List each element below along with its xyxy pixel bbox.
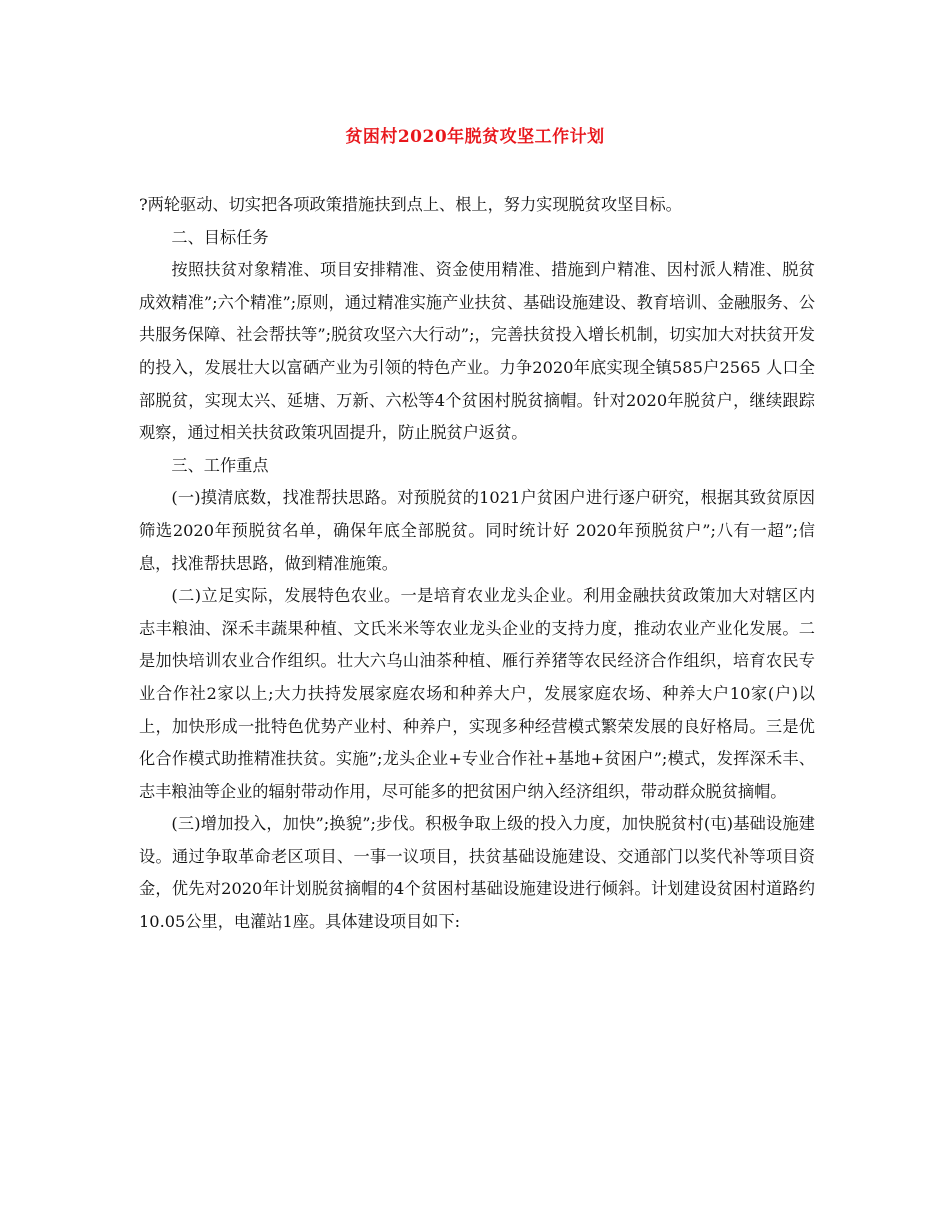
heading-goals: 二、目标任务 xyxy=(171,227,269,247)
paragraph-focus-2: (二)立足实际，发展特色农业。一是培育农业龙头企业。利用金融扶贫政策加大对辖区内志丰粮油、深禾丰蔬果种植、文氏米米等农业龙头企业的支持力度，推动农业产业化发展。二是加快培训农业合作组织。壮大六乌山油茶种植、雁行养猪等农民经济合作组织，培育农民专业合作社2家以上;大力扶持发展家庭农场和种养大户，发展家庭农场、种养大户10家(户)以上，加快形成一批特色优势产业村、种养户，实现多种经营模式繁荣发展的良好格局。三是优化合作模式助推精准扶贫。实施”;龙头企业+专业合作社+基地+贫困户”;模式，发挥深禾丰、志丰粮油等企业的辐射带动作用，尽可能多的把贫困户纳入经济组织，带动群众脱贫摘帽。 xyxy=(139,586,815,801)
heading-focus: 三、工作重点 xyxy=(171,455,269,475)
paragraph-intro: ?两轮驱动、切实把各项政策措施扶到点上、根上，努力实现脱贫攻坚目标。 xyxy=(139,195,682,214)
document-title: 贫困村2020年脱贫攻坚工作计划 xyxy=(345,127,605,147)
paragraph-focus-1: (一)摸清底数，找准帮扶思路。对预脱贫的1021户贫困户进行逐户研究，根据其致贫原因筛选2020年预脱贫名单，确保年底全部脱贫。同时统计好 2020年预脱贫户”;八有一超”;信息，找准帮扶思路，做到精准施策。 xyxy=(139,488,815,573)
paragraph-goals: 按照扶贫对象精准、项目安排精准、资金使用精准、措施到户精准、因村派人精准、脱贫成效精准”;六个精准”;原则，通过精准实施产业扶贫、基础设施建设、教育培训、金融服务、公共服务保障、社会帮扶等”;脱贫攻坚六大行动”;，完善扶贫投入增长机制，切实加大对扶贫开发的投入，发展壮大以富硒产业为引领的特色产业。力争2020年底实现全镇585户2565 人口全部脱贫，实现太兴、延塘、万新、六松等4个贫困村脱贫摘帽。针对2020年脱贫户，继续跟踪观察，通过相关扶贫政策巩固提升，防止脱贫户返贫。 xyxy=(139,260,815,443)
document-body xyxy=(139,189,815,939)
paragraph-focus-3: (三)增加投入，加快”;换貌”;步伐。积极争取上级的投入力度，加快脱贫村(屯)基础设施建设。通过争取革命老区项目、一事一议项目，扶贫基础设施建设、交通部门以奖代补等项目资金，优先对2020年计划脱贫摘帽的4个贫困村基础设施建设进行倾斜。计划建设贫困村道路约10.05公里，电灌站1座。具体建设项目如下: xyxy=(139,814,815,932)
